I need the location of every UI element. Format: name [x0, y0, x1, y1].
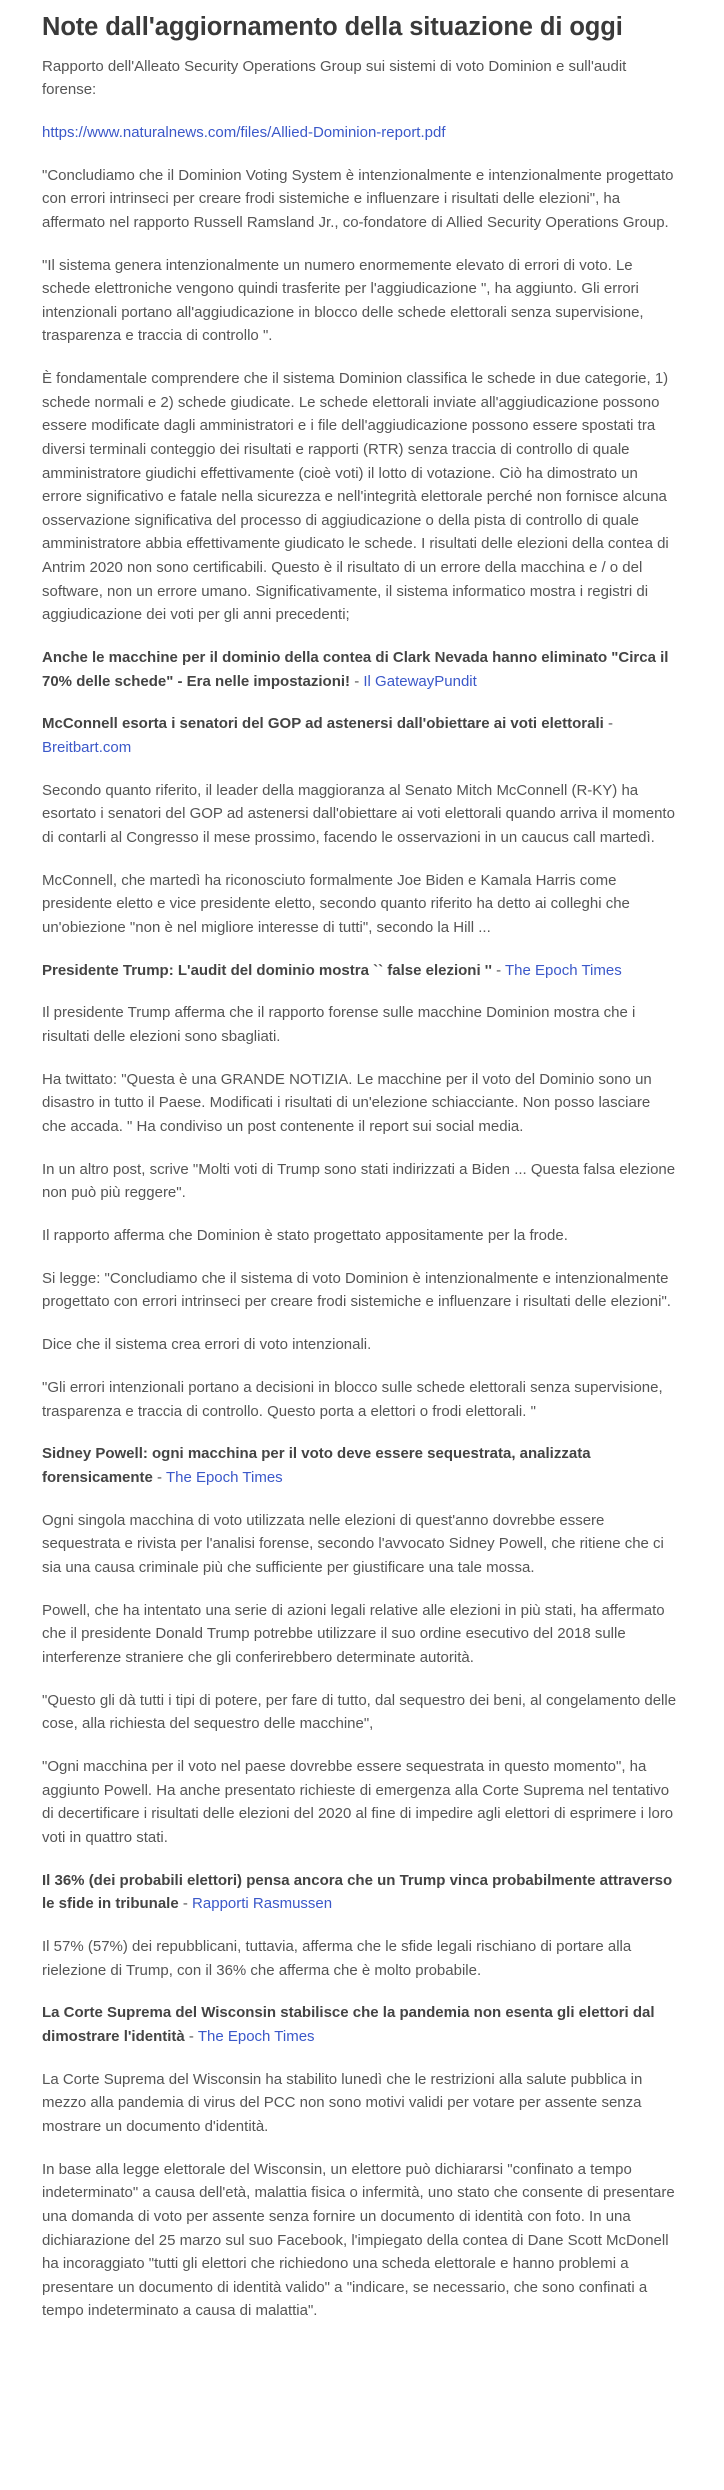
story-paragraph: Il rapporto afferma che Dominion è stato progettato appositamente per la frode.: [42, 1227, 568, 1245]
story-paragraph: "Questo gli dà tutti i tipi di potere, per fare di tutto, dal sequestro dei beni, al congelamento delle cose, alla richiesta del sequestro delle macchine",: [42, 1691, 677, 1733]
story-headline-powell: [42, 1442, 677, 1489]
story-paragraph: Il 57% (57%) dei repubblicani, tuttavia, afferma che le sfide legali rischiano di portare alla rielezione di Trump, con il 36% che afferma che è molto probabile.: [42, 1938, 632, 1979]
headline-text: La Corte Suprema del Wisconsin stabilisce che la pandemia non esenta gli elettori dal dimostrare l'identità: [42, 2004, 655, 2045]
story-paragraph: "Ogni macchina per il voto nel paese dovrebbe essere sequestrata in questo momento", ha aggiunto Powell. Ha anche presentato richieste di emergenza alla Corte Suprema nel tentativo di decertificare i risultati delle elezioni del 2020 al fine di impedire agli elettori di esprimere i loro voti in quattro stati.: [42, 1758, 674, 1846]
story-paragraph: Si legge: "Concludiamo che il sistema di voto Dominion è intenzionalmente e intenzionalmente progettato con errori intrinseci per creare frodi sistemiche e influenzare i risultati delle elezioni".: [42, 1269, 671, 1311]
headline-text: Il 36% (dei probabili elettori) pensa ancora che un Trump vinca probabilmente attraverso le sfide in tribunale: [42, 1871, 673, 1913]
quote-paragraph: "Il sistema genera intenzionalmente un numero enormemente elevato di errori di voto. Le schede elettroniche vengono quindi trasferite per l'aggiudicazione ", ha aggiunto. Gli errori intenzionali portano all'aggiudicazione in blocco delle schede elettorali senza supervisione, trasparenza e traccia di controllo ".: [42, 256, 644, 345]
story-paragraph: In base alla legge elettorale del Wisconsin, un elettore può dichiararsi "confinato a tempo indeterminato" a causa dell'età, malattia fisica o infermità, uno stato che consente di presentare una domanda di voto per assente senza fornire un documento di identità con foto. In una dichiarazione del 25 marzo sul suo Facebook, l'impiegato della contea di Dane Scott McDonell ha incoraggiato "tutti gli elettori che richiedono una scheda elettorale e hanno problemi a presentare un documento di identità valido" a "indicare, se necessario, che sono confinati a tempo indeterminato a causa di malattia".: [42, 2160, 675, 2320]
story-paragraph: Ha twittato: "Questa è una GRANDE NOTIZIA. Le macchine per il voto del Dominio sono un disastro in tutto il Paese. Modificati i risultati di un'elezione schiacciante. Non posso lasciare che accada. " Ha condiviso un post contenente il report sui social media.: [42, 1070, 652, 1135]
headline-separator: -: [178, 1895, 193, 1913]
headline-separator: -: [491, 961, 505, 979]
story-paragraph: Dice che il sistema crea errori di voto intenzionali.: [42, 1336, 372, 1354]
page-title: Note dall'aggiornamento della situazione di oggi: [42, 13, 623, 41]
story-headline-trump: [42, 959, 677, 983]
headline-text: Presidente Trump: L'audit del dominio mostra `` false elezioni '': [42, 961, 492, 979]
source-link-gatewaypundit[interactable]: Il GatewayPundit: [363, 672, 477, 690]
story-paragraph: McConnell, che martedì ha riconosciuto formalmente Joe Biden e Kamala Harris come presidente eletto e vice presidente eletto, secondo quanto riferito ha detto ai colleghi che un'obiezione "non è nel migliore interesse di tutti", secondo la Hill ...: [42, 871, 630, 936]
source-link-epoch-times[interactable]: The Epoch Times: [197, 2028, 315, 2045]
source-link-rasmussen[interactable]: Rapporti Rasmussen: [192, 1895, 333, 1913]
headline-text: Sidney Powell: ogni macchina per il voto deve essere sequestrata, analizzata forensicamente: [42, 1445, 591, 1486]
headline-separator: -: [350, 672, 364, 690]
story-paragraph: Ogni singola macchina di voto utilizzata nelle elezioni di quest'anno dovrebbe essere sequestrata e rivista per l'analisi forense, secondo l'avvocato Sidney Powell, che ritiene che ci sia una causa criminale più che sufficiente per giustificare una tale mossa.: [42, 1511, 664, 1576]
intro-paragraph: Rapporto dell'Alleato Security Operations Group sui sistemi di voto Dominion e sull'audit forense:: [42, 57, 627, 99]
headline-separator: -: [603, 715, 613, 733]
source-link-breitbart[interactable]: Breitbart.com: [42, 738, 132, 756]
story-paragraph: Secondo quanto riferito, il leader della maggioranza al Senato Mitch McConnell (R-KY) ha esortato i senatori del GOP ad astenersi dall'obiettare ai voti elettorali quando arriva il momento di contarli al Congresso il mese prossimo, facendo le osservazioni in un caucus call martedì.: [42, 781, 675, 846]
story-paragraph: In un altro post, scrive "Molti voti di Trump sono stati indirizzati a Biden ... Questa falsa elezione non può più reggere".: [42, 1160, 676, 1202]
report-pdf-link[interactable]: https://www.naturalnews.com/files/Allied-Dominion-report.pdf: [42, 123, 446, 141]
headline-separator: -: [184, 2028, 198, 2045]
story-headline-wisconsin: [42, 2001, 677, 2048]
source-link-epoch-times[interactable]: The Epoch Times: [165, 1469, 283, 1486]
quote-paragraph: "Concludiamo che il Dominion Voting System è intenzionalmente e intenzionalmente progettato con errori intrinseci per creare frodi sistemiche e influenzare i risultati delle elezioni", ha affermato nel rapporto Russell Ramsland Jr., co-fondatore di Allied Security Operations Group.: [42, 166, 674, 231]
story-paragraph: Il presidente Trump afferma che il rapporto forense sulle macchine Dominion mostra che i risultati delle elezioni sono sbagliati.: [42, 1004, 636, 1045]
story-headline-rasmussen: [42, 1869, 677, 1916]
headline-separator: -: [152, 1469, 166, 1486]
story-paragraph: Powell, che ha intentato una serie di azioni legali relative alle elezioni in più stati, ha affermato che il presidente Donald Trump potrebbe utilizzare il suo ordine esecutivo del 2018 sulle interferenze straniere che gli conferirebbero determinate autorità.: [42, 1601, 665, 1666]
story-headline-mcconnell: [42, 712, 677, 759]
report-link-paragraph: [42, 121, 677, 145]
adjudication-paragraph: È fondamentale comprendere che il sistema Dominion classifica le schede in due categorie, 1) schede normali e 2) schede giudicate. Le schede elettorali inviate all'aggiudicazione possono essere modificate dagli amministratori e i file dell'aggiudicazione possono essere spostati tra diversi terminali conteggio dei risultati e rapporti (RTR) senza traccia di controllo di quale amministratore giudichi effettivamente (cioè voti) il lotto di votazione. Ciò ha dimostrato un errore significativo e fatale nella sicurezza e nell'integrità elettorale perché non fornisce alcuna osservazione significativa del processo di aggiudicazione o della pista di controllo di quale amministratore abbia effettivamente giudicato le schede. I risultati delle elezioni della contea di Antrim 2020 non sono certificabili. Questo è il risultato di un errore della macchina e / o del software, non un errore umano. Significativamente, il sistema informatico mostra i registri di aggiudicazione dei voti per gli anni precedenti;: [42, 370, 669, 624]
story-headline-clark: [42, 646, 677, 693]
headline-text: Anche le macchine per il dominio della contea di Clark Nevada hanno eliminato "Circa il 70% delle schede" - Era nelle impostazioni!: [42, 648, 669, 690]
source-link-epoch-times[interactable]: The Epoch Times: [505, 961, 622, 979]
headline-text: McConnell esorta i senatori del GOP ad astenersi dall'obiettare ai voti elettorali: [42, 715, 604, 733]
story-paragraph: La Corte Suprema del Wisconsin ha stabilito lunedì che le restrizioni alla salute pubblica in mezzo alla pandemia di virus del PCC non sono motivi validi per votare per assente senza mostrare un documento d'identità.: [42, 2070, 643, 2135]
story-paragraph: "Gli errori intenzionali portano a decisioni in blocco sulle schede elettorali senza supervisione, trasparenza e traccia di controllo. Questo porta a elettori o frodi elettorali. ": [42, 1379, 663, 1420]
